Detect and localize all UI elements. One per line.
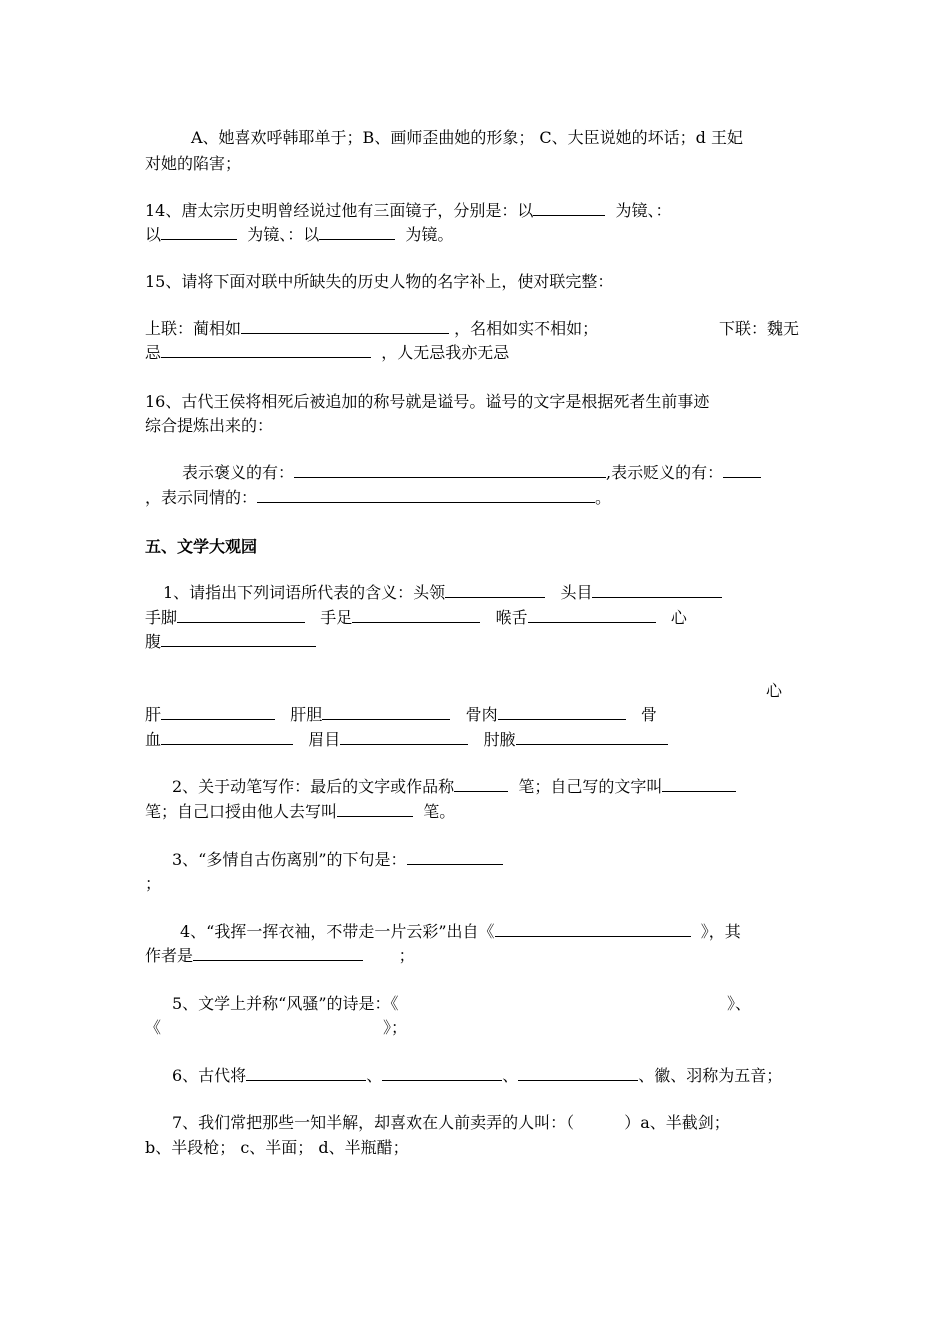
label-gandan: 肝胆 xyxy=(290,705,323,724)
s5q2-text-a: 2、关于动笔写作：最后的文字或作品称 xyxy=(172,777,455,796)
q14-text: 14、唐太宗历史明曾经说过他有三面镜子，分别是：以 xyxy=(145,201,534,220)
q16-blank-pity[interactable] xyxy=(257,488,595,503)
s5q4-line2 xyxy=(145,946,415,966)
q15-lower-a: 忌 xyxy=(145,343,162,362)
blank-guxue[interactable] xyxy=(161,730,293,745)
label-xin-2: 心 xyxy=(766,681,783,700)
s5q2-line1 xyxy=(172,777,736,797)
label-xin-1: 心 xyxy=(670,608,687,627)
label-xue: 血 xyxy=(145,730,162,749)
s5q6-line xyxy=(172,1066,782,1086)
s5q2-text-c: 笔；自己口授由他人去写叫 xyxy=(145,802,338,821)
q14-blank-3[interactable] xyxy=(319,225,395,240)
q16-pity: ，表示同情的： xyxy=(145,488,258,507)
s5q1-line5 xyxy=(145,730,668,750)
blank-jiao[interactable] xyxy=(518,1066,638,1081)
q14-text-after: 为镜、： xyxy=(615,201,672,220)
q15-upper-a: 上联：蔺相如 xyxy=(145,319,242,338)
s5q5-close2: 》； xyxy=(383,1018,408,1037)
q16-end: 。 xyxy=(595,488,612,507)
blank-toumu[interactable] xyxy=(592,583,722,598)
s5q2-line2 xyxy=(145,802,455,822)
q13-options-line1: A、她喜欢呼韩耶单于；B、画师歪曲她的形象； C、大臣说她的坏话；d 王妃 xyxy=(191,128,743,147)
q14-mirror-text: 为镜、：以 xyxy=(247,225,320,244)
s5q3-line1 xyxy=(172,850,503,870)
s5q1-line2 xyxy=(145,608,687,628)
q14-end: 为镜。 xyxy=(405,225,454,244)
s5q6-sep1: 、 xyxy=(366,1066,383,1085)
blank-zhangbi[interactable] xyxy=(454,777,508,792)
label-houshe: 喉舌 xyxy=(495,608,528,627)
blank-poem-title[interactable] xyxy=(495,922,691,937)
label-gu: 骨 xyxy=(640,705,657,724)
blank-shoujiao[interactable] xyxy=(177,608,305,623)
q14-yi: 以 xyxy=(145,225,162,244)
q13-options-line2: 对她的陷害； xyxy=(145,154,242,173)
s5q4-text: 4、“我挥一挥衣袖，不带走一片云彩”出自《 xyxy=(180,922,495,941)
q16-line2: 综合提炼出来的： xyxy=(145,416,274,435)
blank-zhouye[interactable] xyxy=(516,730,668,745)
q14-blank-2[interactable] xyxy=(161,225,237,240)
blank-shouzu[interactable] xyxy=(352,608,480,623)
s5q3-semicolon: ； xyxy=(145,874,162,893)
s5q1-prompt: 1、请指出下列词语所代表的含义：头领 xyxy=(163,583,446,602)
s5q5-close1: 》、 xyxy=(727,994,752,1013)
q16-praise: 表示褒义的有： xyxy=(182,463,295,482)
s5q6-text: 6、古代将 xyxy=(172,1066,247,1085)
s5q2-text-d: 笔。 xyxy=(423,802,456,821)
s5q4-author-label: 作者是 xyxy=(145,946,194,965)
s5q7-text: 7、我们常把那些一知半解，却喜欢在人前卖弄的人叫：（ xyxy=(172,1113,575,1132)
s5q1-line1 xyxy=(163,583,722,603)
s5q7-line1 xyxy=(172,1113,730,1133)
s5q1-line3 xyxy=(145,632,316,652)
blank-shang[interactable] xyxy=(382,1066,502,1081)
s5q4-semicolon: ； xyxy=(398,946,415,965)
q15-lower-label: 下联：魏无 xyxy=(719,319,800,338)
label-shouzu: 手足 xyxy=(320,608,353,627)
s5q7-line2: b、半段枪； c、半面； d、半瓶醋； xyxy=(145,1138,409,1157)
label-toumu: 头目 xyxy=(560,583,593,602)
label-gan: 肝 xyxy=(145,705,162,724)
q14-line1 xyxy=(145,201,672,221)
blank-xingan[interactable] xyxy=(161,705,275,720)
blank-s5q3[interactable] xyxy=(407,850,503,865)
blank-houshe[interactable] xyxy=(528,608,656,623)
q15-blank-lower[interactable] xyxy=(161,343,371,358)
label-meimu: 眉目 xyxy=(308,730,341,749)
s5q5-open2: 《 xyxy=(145,1018,162,1037)
s5q1-line4 xyxy=(145,705,657,725)
q16-line4 xyxy=(145,488,611,508)
label-zhouye: 肘腋 xyxy=(483,730,516,749)
blank-gong[interactable] xyxy=(246,1066,366,1081)
q15-lower-b: ，人无忌我亦无忌 xyxy=(381,343,510,362)
blank-gurou[interactable] xyxy=(498,705,626,720)
label-gurou: 骨肉 xyxy=(465,705,498,724)
q16-blank-praise[interactable] xyxy=(294,463,606,478)
blank-touling[interactable] xyxy=(445,583,545,598)
s5q7-option-a: ）a、半截剑； xyxy=(624,1113,730,1132)
q14-line2 xyxy=(145,225,453,245)
q16-blame: ,表示贬义的有： xyxy=(606,463,724,482)
q16-blank-blame[interactable] xyxy=(723,463,761,478)
blank-meimu[interactable] xyxy=(340,730,468,745)
section-title: 五、文学大观园 xyxy=(145,537,258,556)
q15-upper xyxy=(145,319,598,339)
s5q4-line1 xyxy=(180,922,741,942)
q15-lower xyxy=(145,343,509,363)
q16-line1: 16、古代王侯将相死后被追加的称号就是谥号。谥号的文字是根据死者生前事迹 xyxy=(145,392,710,411)
s5q3-text: 3、“多情自古伤离别”的下句是： xyxy=(172,850,407,869)
q15-prompt: 15、请将下面对联中所缺失的历史人物的名字补上，使对联完整： xyxy=(145,272,614,291)
q14-blank-1[interactable] xyxy=(533,201,605,216)
s5q5-line1: 5、文学上并称“风骚”的诗是：《 xyxy=(172,994,399,1013)
blank-xinfu[interactable] xyxy=(161,632,316,647)
blank-gandan[interactable] xyxy=(322,705,450,720)
s5q2-text-b: 笔；自己写的文字叫 xyxy=(518,777,663,796)
blank-author[interactable] xyxy=(193,946,363,961)
blank-qinbi[interactable] xyxy=(662,777,736,792)
label-shoujiao: 手脚 xyxy=(145,608,178,627)
blank-daibi[interactable] xyxy=(337,802,413,817)
q16-line3 xyxy=(182,463,761,483)
s5q6-sep2: 、 xyxy=(502,1066,519,1085)
q15-blank-upper[interactable] xyxy=(241,319,449,334)
s5q6-end: 、徽、羽称为五音； xyxy=(638,1066,783,1085)
q15-upper-b: ，名相如实不相如； xyxy=(454,319,599,338)
label-fu: 腹 xyxy=(145,632,162,651)
s5q4-close: 》，其 xyxy=(700,922,741,941)
